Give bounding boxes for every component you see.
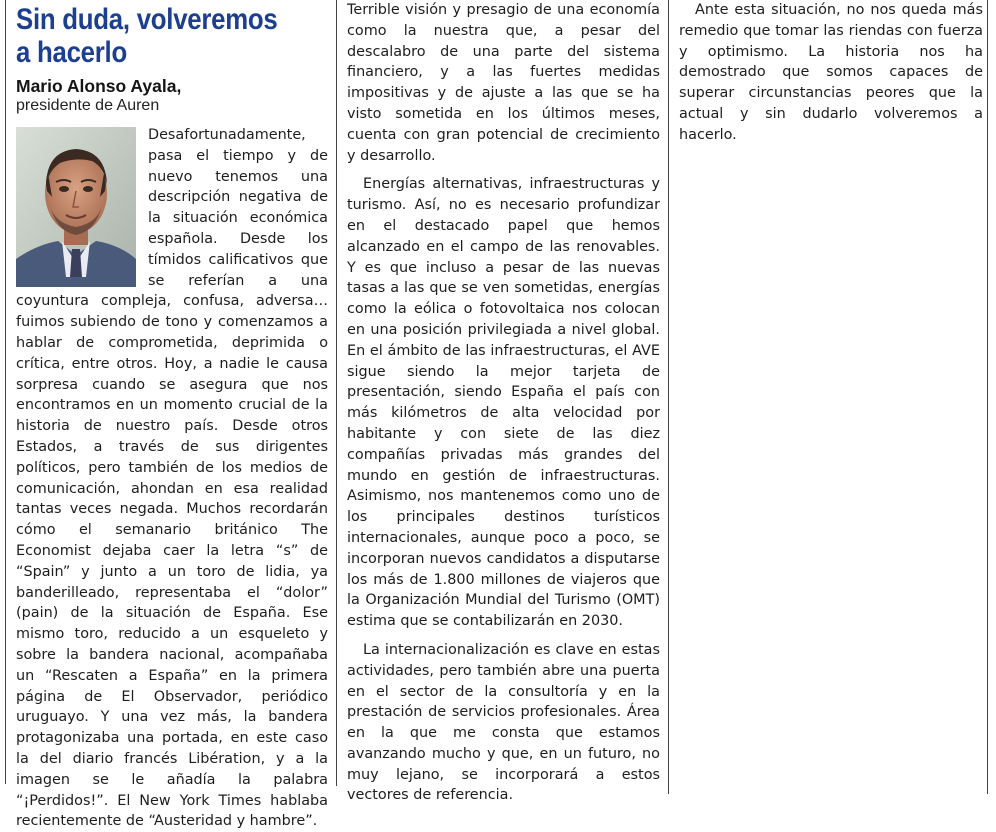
column-1 [5,0,335,830]
col2-paragraph-2: Energías alternativas, infraestructuras y turismo. Así, no es necesario profundizar en el destacado papel que hemos alcanzado en el campo de las renovables. Y es que incluso a pesar de las nuevas tasas a las que se ven sometidas, energías como la eólica o fotovoltaica nos colocan en una posición privilegiada a nivel global. En el ámbito de las infraestructuras, el AVE sigue siendo la mejor tarjeta de presentación, siendo España el país con más kilómetros de alta velocidad por habitante y con siete de las diez compañías privadas más grandes del mundo en gestión de infraestructuras. Asimismo, nos mantenemos como uno de los principales destinos turísticos internacionales, aunque poco a poco, se incorporan nuevos candidatos a disputarse los más de 1.800 millones de viajeros que la Organización Mundial del Turismo (OMT) estima que se contabilizarán en 2030. [347,176,660,630]
author-name: Mario Alonso Ayala, [16,76,182,96]
col3-paragraph-1: Ante esta situación, no nos queda más remedio que tomar las riendas con fuerza y optimismo. La historia nos ha demostrado que somos capaces de superar circunstancias peores que la actual y sin dudarlo volveremos a hacerlo. [679,2,983,143]
author-role: presidente de Auren [16,97,160,114]
headline-line-1: Sin duda, volveremos [16,3,278,36]
col2-paragraph-3: La internacionalización es clave en estas actividades, pero también abre una puerta en el sector de la consultoría y en la prestación de servicios profesionales. Área en la que me consta que estamos avanzando mucho y que, en un futuro, no muy lejano, se incorporará a estos vectores de referencia. [347,641,660,804]
headline-line-2: a hacerlo [16,36,127,69]
article-headline [16,3,326,69]
col1-paragraph-1: Desafortunadamente, pasa el tiempo y de nuevo tenemos una descripción negativa de la situación económica española. Desde los tímidos calificativos que se referían a una coyuntura compleja, confusa, adversa… fuimos subiendo de tono y comenzamos a hablar de comprometida, deprimida o crítica, entre otros. Hoy, a nadie le causa sorpresa cuando se asegura que nos encontramos en un momento crucial de la historia de nuestro país. Desde otros Estados, a través de sus dirigentes políticos, pero también de los medios de comunicación, ahondan en esa realidad tantas veces negada. Muchos recordarán cómo el semanario británico The Economist dejaba caer la letra “s” de “Spain” y junto a un toro de lidia, ya banderilleado, representaba el “dolor” (pain) de la situación de España. Ese mismo toro, reducido a un esqueleto y sobre la bandera nacional, acompañaba un “Rescaten a España” en la primera página de El Observador, periódico uruguayo. Y una vez más, la bandera protagonizaba una portada, en este caso la del diario francés Libération, y a la imagen se le añadía la palabra “¡Perdidos!”. El New York Times hablaba recientemente de “Austeridad y hambre”. [16,127,328,830]
column-3 [668,0,988,794]
col2-paragraph-1: Terrible visión y presagio de una economía como la nuestra que, a pesar del descalabro de una parte del sistema financiero, y a las fuertes medidas impositivas y de ajuste a las que se ha visto sometida en los últimos meses, cuenta con gran potencial de crecimiento y desarrollo. [347,2,660,164]
author-portrait-photo [16,127,136,287]
column-2 [336,0,668,804]
